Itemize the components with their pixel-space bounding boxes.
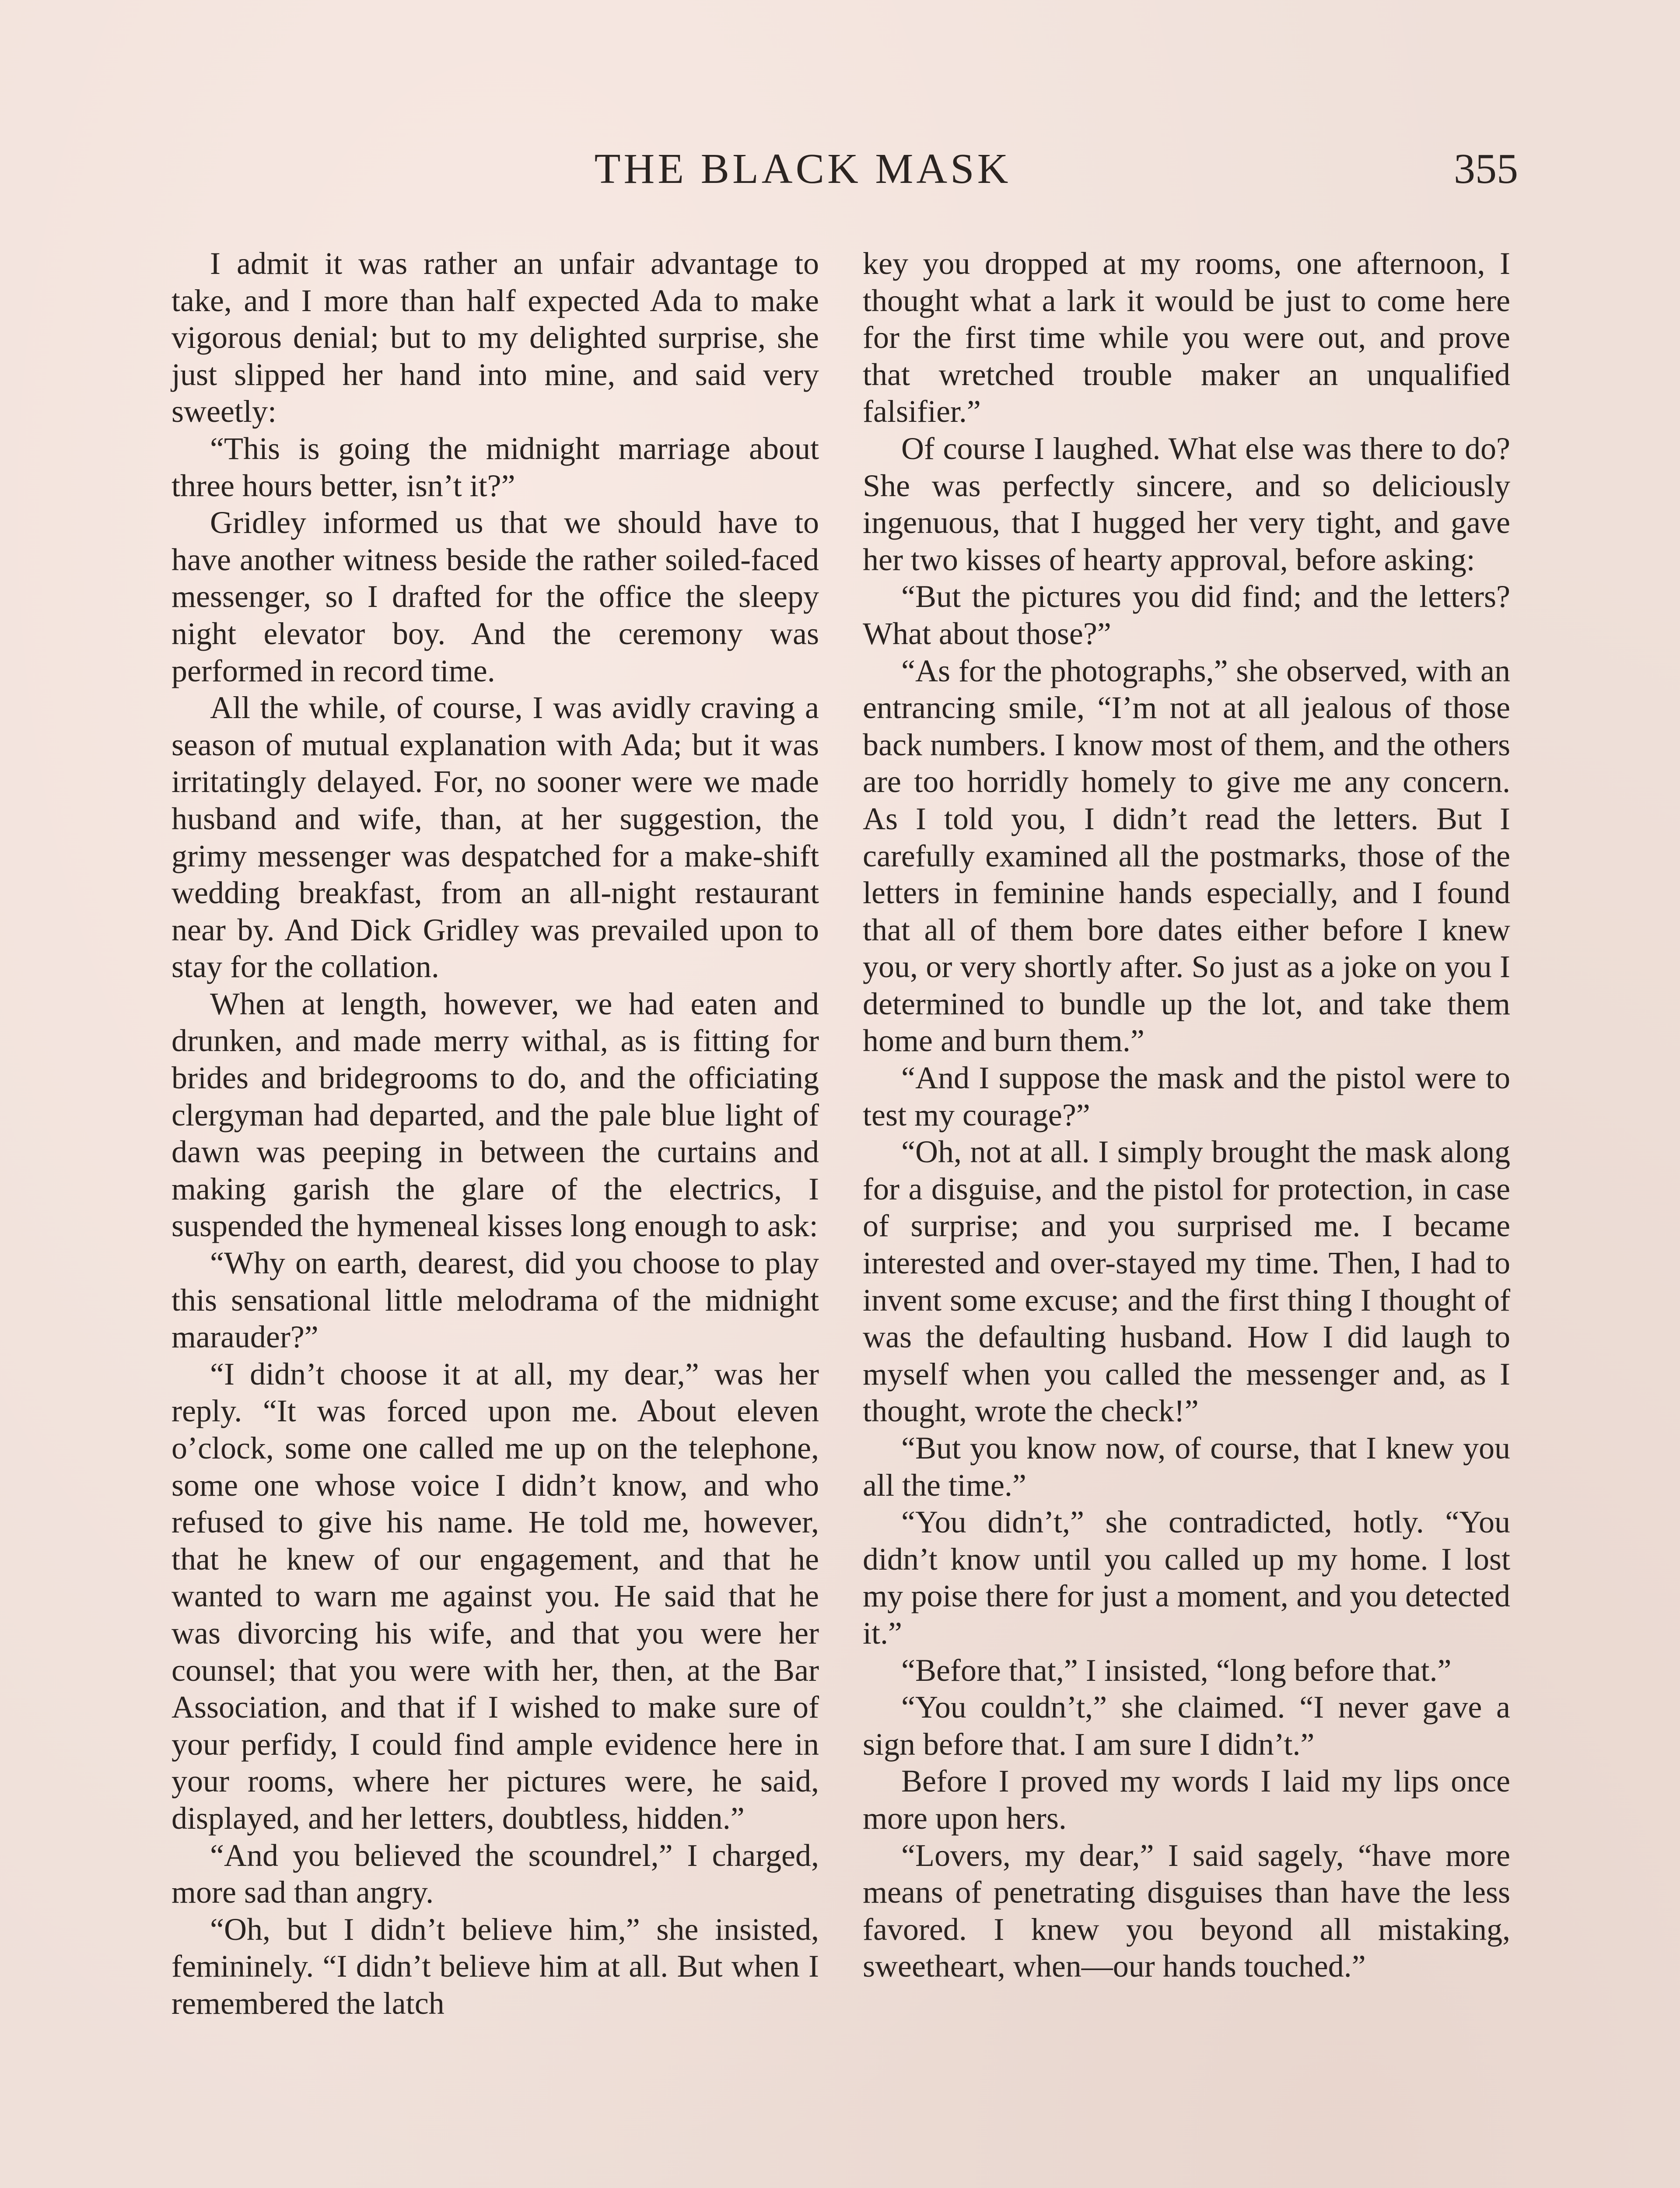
page-header xyxy=(171,144,1518,210)
paragraph: “Oh, not at all. I simply brought the mask along for a disguise, and the pistol for protection, in case of surprise; and you surprised me. I became interested and over-stayed my time. Then, I had to invent some excuse; and the first thing I thought of was the defaulting husband. How I did laugh to myself when you called the messenger and, as I thought, wrote the check!” xyxy=(863,1134,1510,1429)
left-column xyxy=(172,245,819,2022)
paragraph: Of course I laughed. What else was there to do? She was perfectly sincere, and so deliciously ingenuous, that I hugged her very tight, and gave her two kisses of hearty approval, before asking: xyxy=(863,431,1510,577)
paragraph: “And you believed the scoundrel,” I charged, more sad than angry. xyxy=(172,1837,819,1910)
running-title: THE BLACK MASK xyxy=(594,145,1012,193)
paragraph: “But you know now, of course, that I knew you all the time.” xyxy=(863,1431,1510,1503)
paragraph: “I didn’t choose it at all, my dear,” was her reply. “It was forced upon me. About eleven o’clock, some one called me up on the telephone, some one whose voice I didn’t know, and who refused to give his name. He told me, however, that he knew of our engagement, and that he wanted to warn me against you. He said that he was divorcing his wife, and that you were her counsel; that you were with her, then, at the Bar Association, and that if I wished to make sure of your perfidy, I could find ample evidence here in your rooms, where her pictures were, he said, displayed, and her letters, doubtless, hidden.” xyxy=(172,1356,819,1836)
right-column xyxy=(863,245,1510,1985)
paragraph: When at length, however, we had eaten and drunken, and made merry withal, as is fitting for brides and bridegrooms to do, and the officiating clergyman had departed, and the pale blue light of dawn was peeping in between the curtains and making garish the glare of the electrics, I suspended the hymeneal kisses long enough to ask: xyxy=(172,986,819,1244)
paragraph: “This is going the midnight marriage about three hours better, isn’t it?” xyxy=(172,431,819,503)
page-number: 355 xyxy=(1454,145,1518,193)
paragraph: “And I suppose the mask and the pistol were to test my courage?” xyxy=(863,1060,1510,1133)
paragraph: “But the pictures you did find; and the letters? What about those?” xyxy=(863,579,1510,651)
paragraph: Before I proved my words I laid my lips once more upon hers. xyxy=(863,1764,1510,1836)
paragraph: “Why on earth, dearest, did you choose to play this sensational little melodrama of the midnight marauder?” xyxy=(172,1245,819,1355)
paragraph: “Before that,” I insisted, “long before that.” xyxy=(901,1652,1452,1688)
paragraph: “You didn’t,” she contradicted, hotly. “You didn’t know until you called up my home. I lost my poise there for just a moment, and you detected it.” xyxy=(863,1504,1510,1651)
paragraph: “As for the photographs,” she observed, with an entrancing smile, “I’m not at all jealous of those back numbers. I know most of them, and the others are too horridly homely to give me any concern. As I told you, I didn’t read the letters. But I carefully examined all the postmarks, those of the letters in feminine hands especially, and I found that all of them bore dates either before I knew you, or very shortly after. So just as a joke on you I determined to bundle up the lot, and take them home and burn them.” xyxy=(863,653,1510,1059)
paragraph: “Lovers, my dear,” I said sagely, “have more means of penetrating disguises than have the less favored. I knew you beyond all mistaking, sweetheart, when—our hands touched.” xyxy=(863,1837,1510,1984)
paragraph: “Oh, but I didn’t believe him,” she insisted, femininely. “I didn’t believe him at all. But when I remembered the latch xyxy=(172,1911,819,2021)
paragraph: I admit it was rather an unfair advantage to take, and I more than half expected Ada to make vigorous denial; but to my delighted surprise, she just slipped her hand into mine, and said very sweetly: xyxy=(172,246,819,429)
paragraph: All the while, of course, I was avidly craving a season of mutual explanation with Ada; but it was irritatingly delayed. For, no sooner were we made husband and wife, than, at her suggestion, the grimy messenger was despatched for a make-shift wedding breakfast, from an all-night restaurant near by. And Dick Gridley was prevailed upon to stay for the collation. xyxy=(172,690,819,985)
paragraph: “You couldn’t,” she claimed. “I never gave a sign before that. I am sure I didn’t.” xyxy=(863,1690,1510,1762)
paragraph: Gridley informed us that we should have to have another witness beside the rather soiled-faced messenger, so I drafted for the office the sleepy night elevator boy. And the ceremony was performed in record time. xyxy=(172,505,819,688)
paragraph-continuation: key you dropped at my rooms, one afternoon, I thought what a lark it would be just to come here for the first time while you were out, and prove that wretched trouble maker an unqualified falsifier.” xyxy=(863,246,1510,429)
